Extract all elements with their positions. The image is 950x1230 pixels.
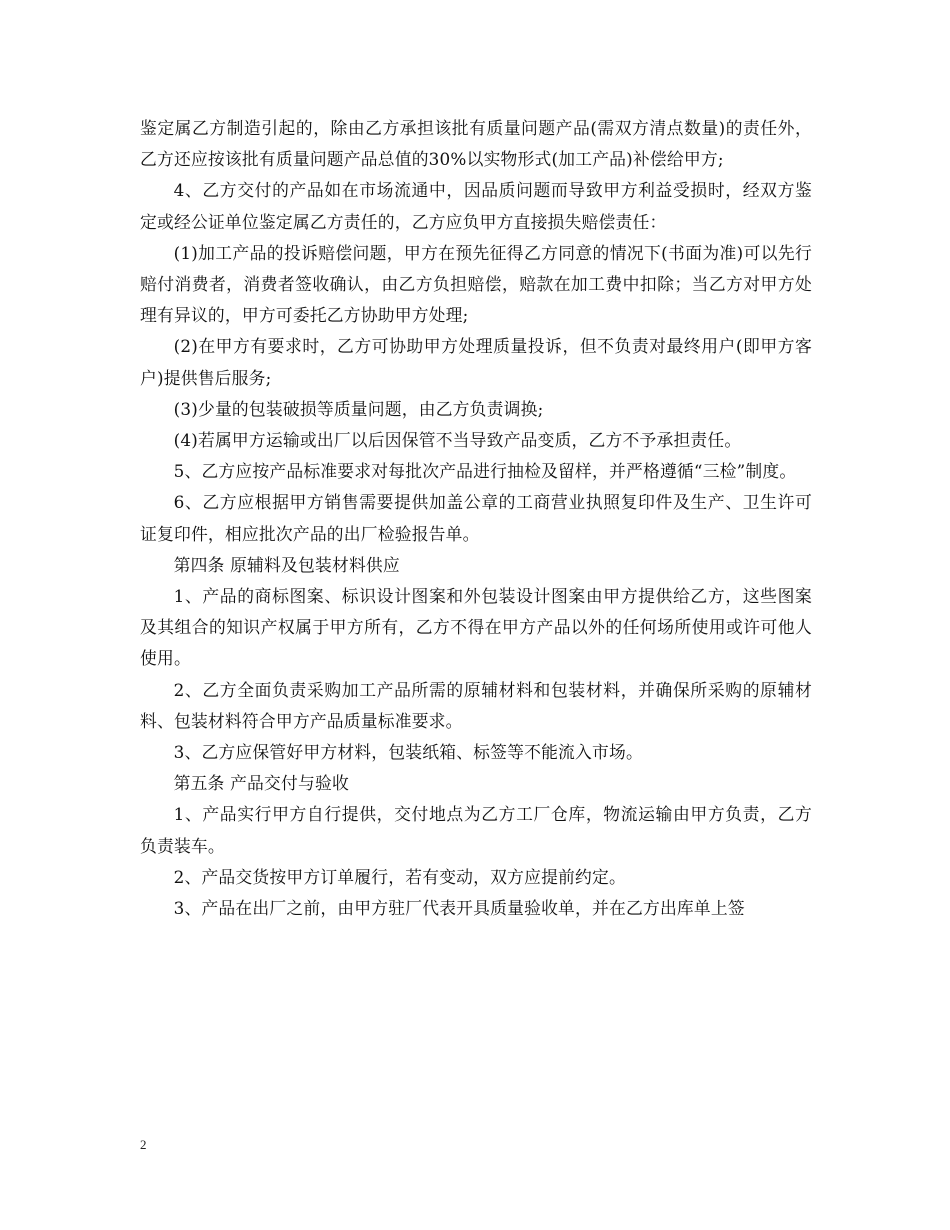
paragraph: (4)若属甲方运输或出厂以后因保管不当导致产品变质，乙方不予承担责任。 <box>173 430 742 451</box>
paragraph: 3、乙方应保管好甲方材料，包装纸箱、标签等不能流入市场。 <box>173 742 643 763</box>
paragraph: 鉴定属乙方制造引起的，除由乙方承担该批有质量问题产品(需双方清点数量)的责任外，乙方还应按该批有质量问题产品总值的30%以实物形式(加工产品)补偿给甲方; <box>140 118 812 170</box>
paragraph: (3)少量的包装破损等质量问题，由乙方负责调换; <box>173 398 544 419</box>
paragraph: 4、乙方交付的产品如在市场流通中，因品质问题而导致甲方利益受损时，经双方鉴定或经公证单位鉴定属乙方责任的，乙方应负甲方直接损失赔偿责任： <box>140 180 812 232</box>
document-body <box>140 113 812 924</box>
paragraph: 5、乙方应按产品标准要求对每批次产品进行抽检及留样，并严格遵循“三检”制度。 <box>173 461 797 482</box>
page-number: 2 <box>140 1137 147 1152</box>
paragraph: 3、产品在出厂之前，由甲方驻厂代表开具质量验收单，并在乙方出库单上签 <box>173 898 745 919</box>
paragraph: 6、乙方应根据甲方销售需要提供加盖公章的工商营业执照复印件及生产、卫生许可证复印件，相应批次产品的出厂检验报告单。 <box>140 492 812 544</box>
paragraph: 1、产品的商标图案、标识设计图案和外包装设计图案由甲方提供给乙方，这些图案及其组合的知识产权属于甲方所有，乙方不得在甲方产品以外的任何场所使用或许可他人使用。 <box>140 586 812 669</box>
section-heading: 第五条 产品交付与验收 <box>173 773 349 794</box>
paragraph: (1)加工产品的投诉赔偿问题，甲方在预先征得乙方同意的情况下(书面为准)可以先行赔付消费者，消费者签收确认，由乙方负担赔偿，赔款在加工费中扣除；当乙方对甲方处理有异议的，甲方可委托乙方协助甲方处理; <box>140 242 812 326</box>
paragraph: 1、产品实行甲方自行提供，交付地点为乙方工厂仓库，物流运输由甲方负责，乙方负责装车。 <box>140 804 812 856</box>
paragraph: (2)在甲方有要求时，乙方可协助甲方处理质量投诉，但不负责对最终用户(即甲方客户)提供售后服务; <box>140 336 812 388</box>
paragraph: 2、乙方全面负责采购加工产品所需的原辅材料和包装材料，并确保所采购的原辅材料、包装材料符合甲方产品质量标准要求。 <box>140 679 812 731</box>
paragraph: 2、产品交货按甲方订单履行，若有变动，双方应提前约定。 <box>173 866 626 887</box>
section-heading: 第四条 原辅料及包装材料供应 <box>173 554 400 575</box>
